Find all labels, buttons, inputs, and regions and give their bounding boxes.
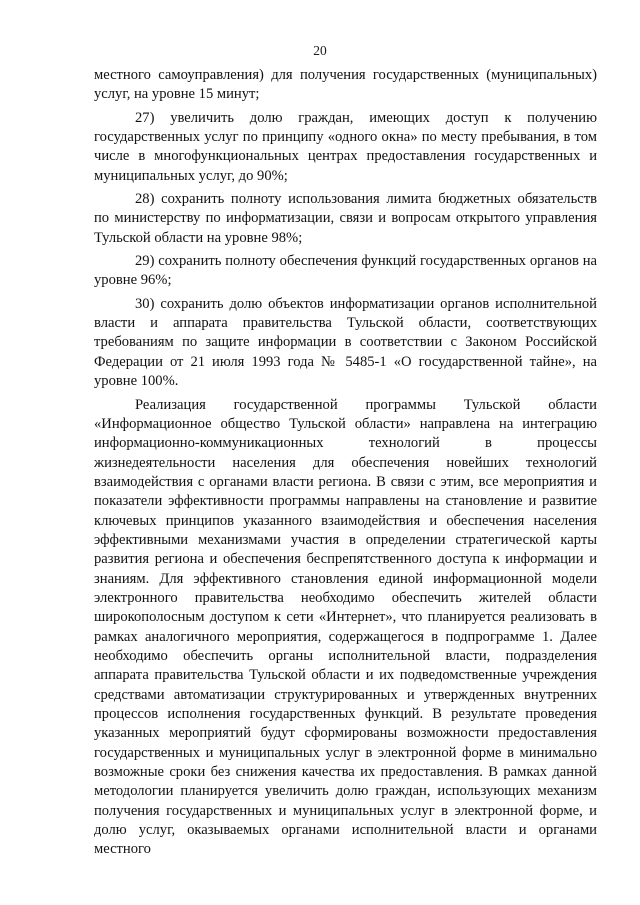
paragraph-item-30: 30) сохранить долю объектов информатизации органов исполнительной власти и аппарата правительства Тульской области, соответствующих требованиям по защите информации в соответствии с Законом Российской Федерации от 21 июля 1993 года № 5485-1 «О государственной тайне», на уровне 100%. <box>94 295 597 390</box>
page-number: 20 <box>313 43 327 58</box>
paragraph-continuation: местного самоуправления) для получения государственных (муниципальных) услуг, на уровне 15 минут; <box>94 67 597 103</box>
document-body <box>94 66 597 860</box>
paragraph-item-29: 29) сохранить полноту обеспечения функций государственных органов на уровне 96%; <box>94 253 597 289</box>
paragraph-item-27: 27) увеличить долю граждан, имеющих доступ к получению государственных услуг по принципу «одного окна» по месту пребывания, в том числе в многофункциональных центрах предоставления государственных и муниципальных услуг, до 90%; <box>94 109 597 184</box>
paragraph-program-implementation: Реализация государственной программы Тульской области «Информационное общество Тульской области» направлена на интеграцию информационно-коммуникационных технологий в процессы жизнедеятельности населения для обеспечения новейших технологий взаимодействия с органами власти региона. В связи с этим, все мероприятия и показатели эффективности программы направлены на становление и развитие ключевых принципов указанного взаимодействия и обеспечения населения эффективными механизмами участия в определении стратегической карты развития региона и обеспечения беспрепятственного доступа к информации и знаниям. Для эффективного становления единой информационной модели электронного правительства необходимо обеспечить жителей области широкополосным доступом к сети «Интернет», что планируется реализовать в рамках аналогичного мероприятия, содержащегося в подпрограмме 1. Далее необходимо обеспечить органы исполнительной власти, подразделения аппарата правительства Тульской области и их подведомственные учреждения средствами автоматизации структурированных и утвержденных внутренних процессов исполнения государственных функций. В результате проведения указанных мероприятий будут сформированы возможности предоставления государственных и муниципальных услуг в электронной форме в минимально возможные сроки без снижения качества их предоставления. В рамках данной методологии планируется увеличить долю граждан, использующих механизм получения государственных и муниципальных услуг в электронной форме, и долю услуг, оказываемых органами исполнительной власти и органами местного <box>94 396 597 858</box>
paragraph-item-28: 28) сохранить полноту использования лимита бюджетных обязательств по министерству по информатизации, связи и вопросам открытого управления Тульской области на уровне 98%; <box>94 191 597 246</box>
